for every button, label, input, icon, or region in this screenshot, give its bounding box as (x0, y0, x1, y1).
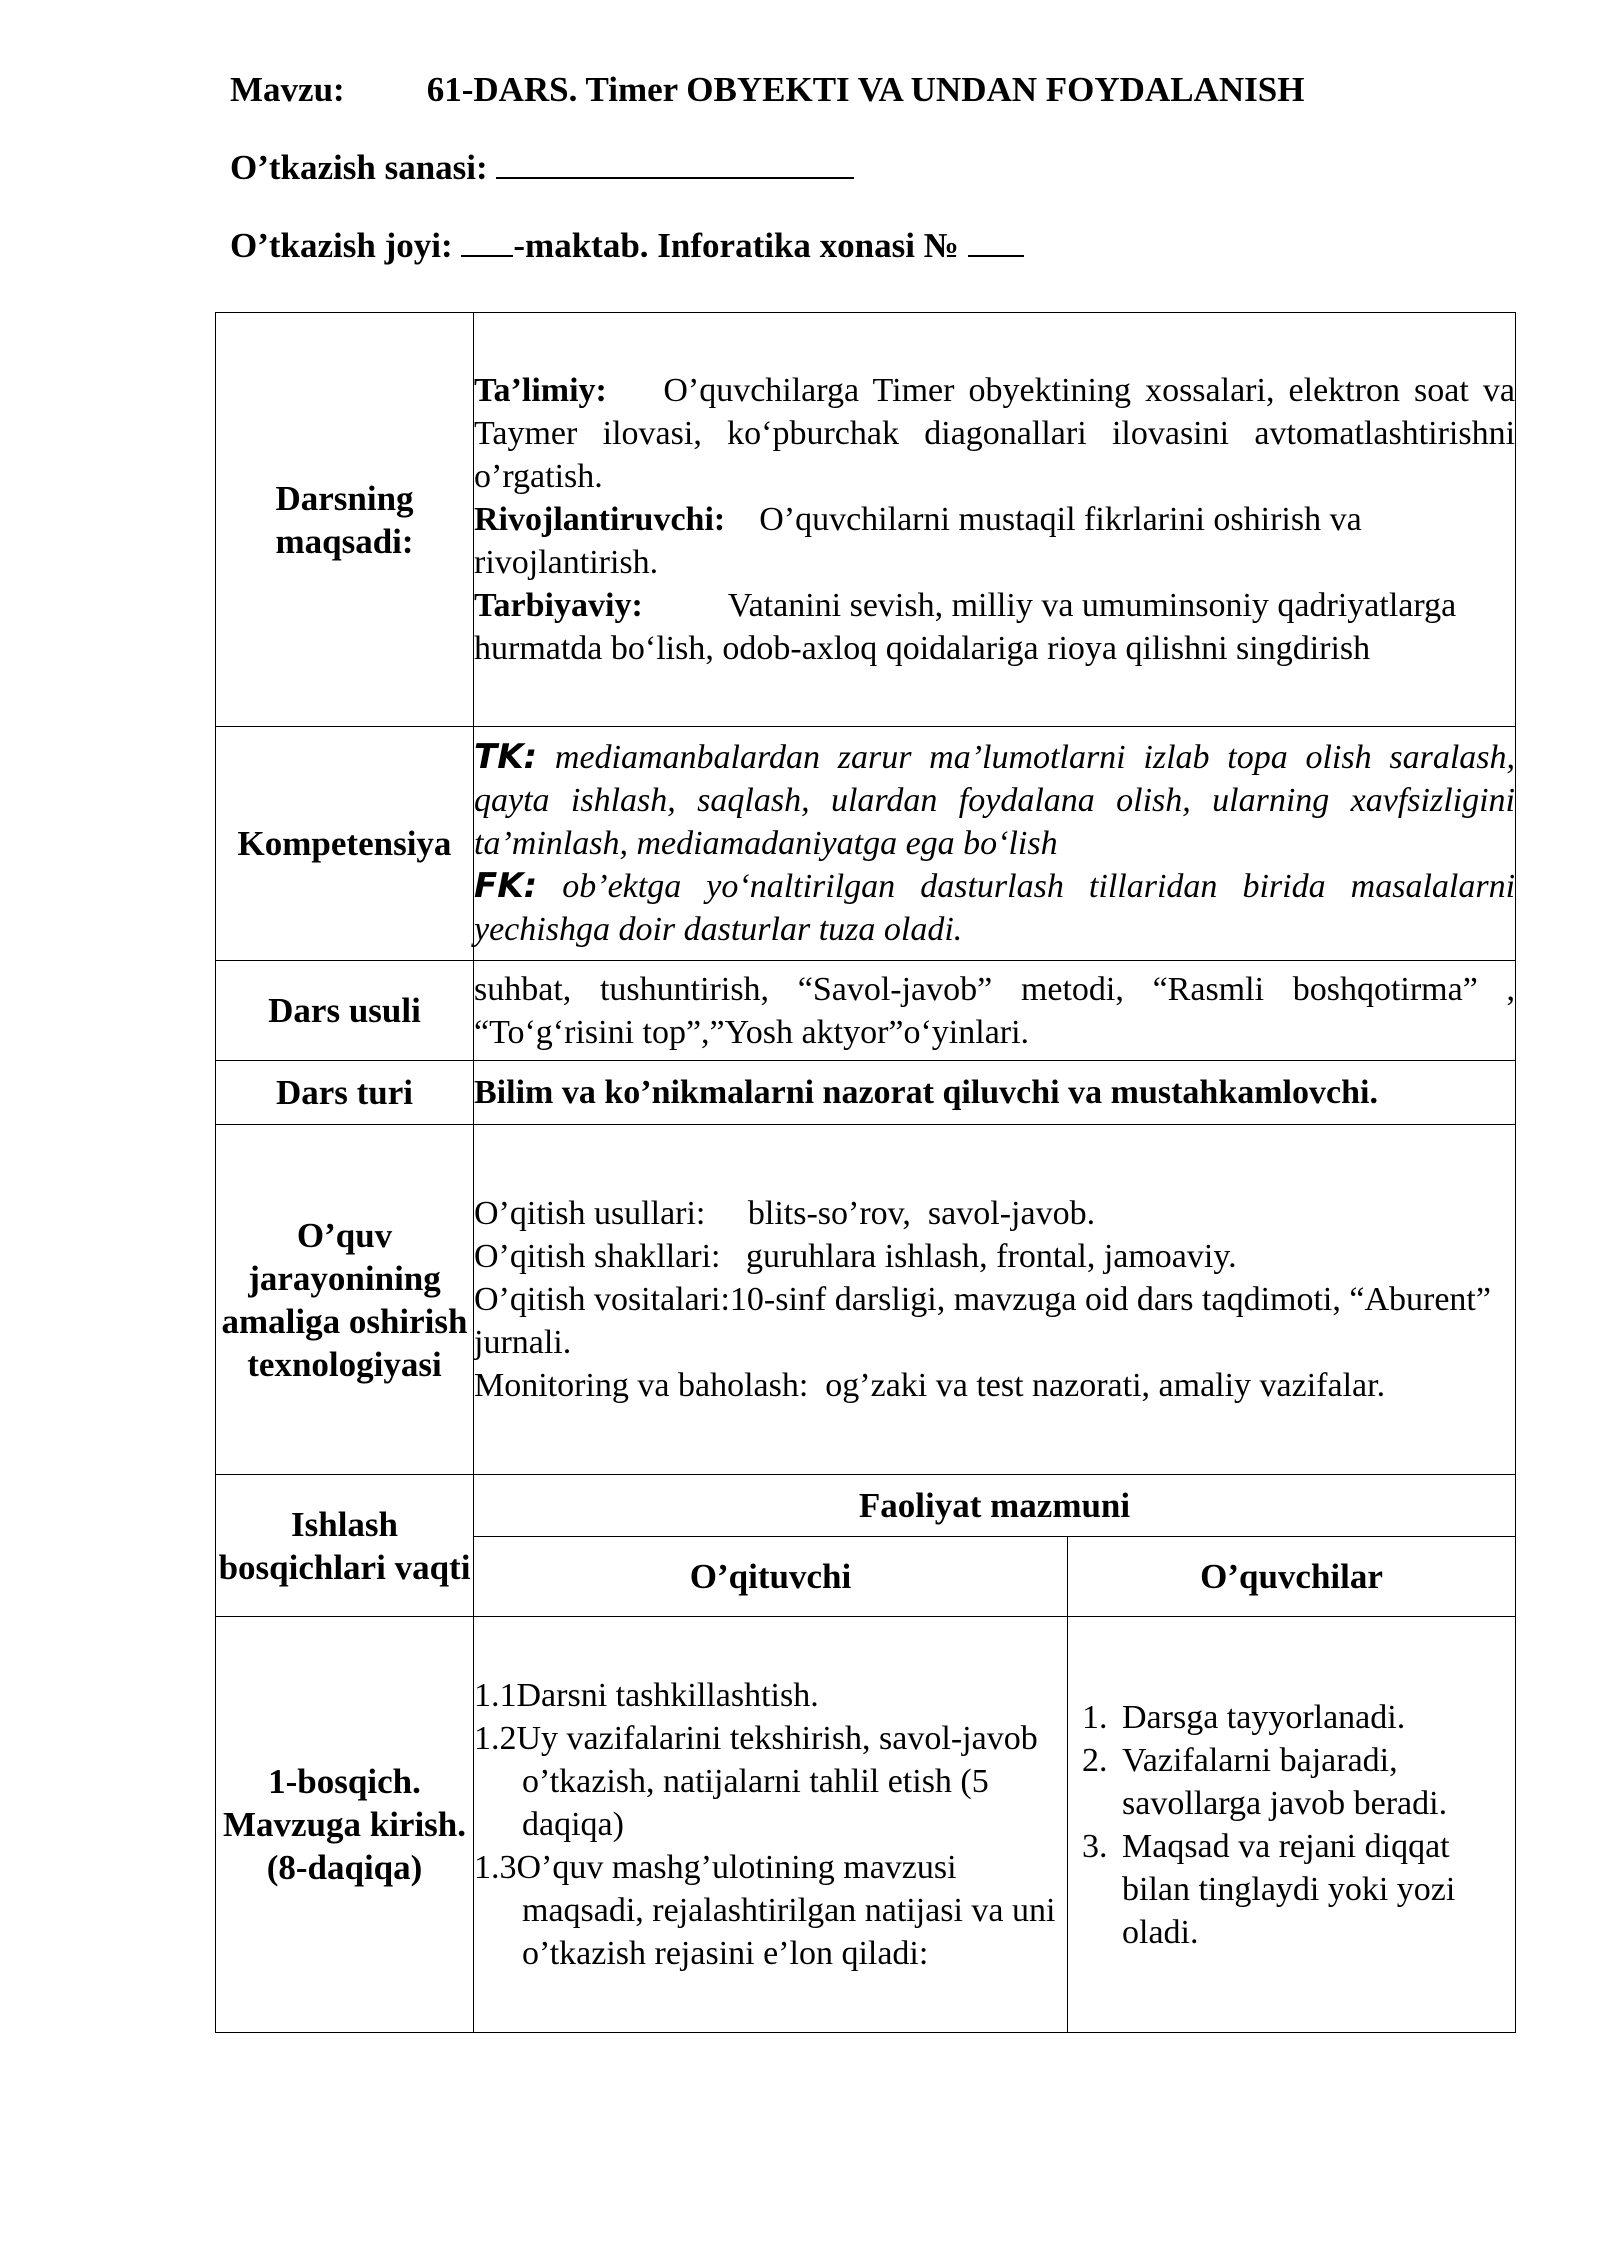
developmental-goal-text: O’quvchilarni mustaqil fikrlarini oshirish va rivojlantirish. (474, 501, 1362, 581)
teacher-step-text: Uy vazifalarini tekshirish, savol-javob o’tkazish, natijalarni tahlil etish (5 daqiqa) (516, 1720, 1038, 1843)
tk-text: mediamanbalardan zarur ma’lumotlarni izlab topa olish saralash, qayta ishlash, saqlash, ulardan foydalana olish, ularning xavfsizligini ta’minlash, mediamadaniyatga ega bo‘lish (474, 739, 1516, 862)
teacher-step (474, 1846, 1067, 1975)
fk-label: FK: (474, 866, 538, 906)
teaching-methods: O’qitish usullari: blits-so’rov, savol-javob. (474, 1195, 1096, 1232)
method-row (216, 961, 1516, 1061)
school-number-blank (461, 225, 513, 257)
developmental-goal (474, 498, 1515, 584)
student-steps (1068, 1696, 1505, 1954)
stage1-row (216, 1617, 1516, 2033)
stage1-label: 1-bosqich. Mavzuga kirish. (8-daqiqa) (216, 1617, 474, 2033)
technology-row (216, 1125, 1516, 1475)
date-line (230, 138, 1304, 216)
student-step: 2. Vazifalarni bajaradi, savollarga javob beradi. (1116, 1739, 1505, 1825)
place-label: O’tkazish joyi: (230, 226, 453, 265)
method-text: suhbat, tushuntirish, “Savol-javob” metodi, “Rasmli boshqotirma” , “To‘g‘risini top”,”Yosh aktyor”o‘yinlari. (474, 961, 1516, 1061)
competence-row (216, 727, 1516, 961)
type-label: Dars turi (216, 1061, 474, 1125)
educational-goal (474, 369, 1515, 498)
students-header: O’quvchilar (1068, 1537, 1516, 1617)
stages-header-row (216, 1475, 1516, 1537)
developmental-goal-label: Rivojlantiruvchi: (474, 501, 726, 538)
teaching-forms: O’qitish shakllari: guruhlara ishlash, frontal, jamoaviy. (474, 1238, 1237, 1275)
lesson-plan-table (215, 312, 1516, 2033)
document-header (230, 60, 1304, 294)
teaching-tools: O’qitish vositalari:10-sinf darsligi, mavzuga oid dars taqdimoti, “Aburent” jurnali. (474, 1281, 1491, 1361)
topic-line (230, 60, 1304, 138)
moral-goal (474, 584, 1515, 670)
type-row (216, 1061, 1516, 1125)
monitoring: Monitoring va baholash: og’zaki va test nazorati, amaliy vazifalar. (474, 1367, 1386, 1404)
goals-row (216, 313, 1516, 727)
competence-content (474, 727, 1516, 961)
teacher-step-text: Darsni tashkillashtish. (516, 1677, 819, 1714)
teacher-step-text: O’quv mashg’ulotining mavzusi maqsadi, rejalashtirilgan natijasi va uni o’tkazish rejasini e’lon qiladi: (516, 1849, 1056, 1972)
competence-label: Kompetensiya (216, 727, 474, 961)
room-number-blank (968, 225, 1024, 257)
technology-content (474, 1125, 1516, 1475)
date-blank (496, 147, 854, 179)
place-text: -maktab. Inforatika xonasi № (513, 226, 959, 265)
tk-competence (474, 736, 1515, 865)
topic-label: Mavzu: (230, 70, 345, 109)
type-text: Bilim va ko’nikmalarni nazorat qiluvchi va mustahkamlovchi. (474, 1061, 1516, 1125)
student-step: 3. Maqsad va rejani diqqat bilan tinglaydi yoki yozi oladi. (1116, 1825, 1505, 1954)
educational-goal-label: Ta’limiy: (474, 372, 607, 409)
activity-header: Faoliyat mazmuni (474, 1475, 1516, 1537)
moral-goal-label: Tarbiyaviy: (474, 587, 643, 624)
stage1-students (1068, 1617, 1516, 2033)
teacher-step (474, 1674, 1067, 1717)
student-step: 1. Darsga tayyorlanadi. (1116, 1696, 1505, 1739)
goals-label: Darsning maqsadi: (216, 313, 474, 727)
tk-label: TK: (474, 737, 538, 777)
place-line (230, 216, 1304, 294)
fk-text: ob’ektga yo‘naltirilgan dasturlash tillaridan birida masalalarni yechishga doir dasturlar tuza oladi. (474, 868, 1516, 948)
moral-goal-text: Vatanini sevish, milliy va umuminsoniy qadriyatlarga hurmatda bo‘lish, odob-axloq qoidalariga rioya qilishni singdirish (474, 587, 1457, 667)
teacher-step (474, 1717, 1067, 1846)
technology-label: O’quv jarayonining amaliga oshirish texnologiyasi (216, 1125, 474, 1475)
teacher-step-number: 1.3 (474, 1849, 517, 1886)
educational-goal-text: O’quvchilarga Timer obyektining xossalari, elektron soat va Taymer ilovasi, ko‘pburchak diagonallari ilovasini avtomatlashtirishni o’rgatish. (474, 372, 1516, 495)
teacher-header: O’qituvchi (474, 1537, 1068, 1617)
goals-content (474, 313, 1516, 727)
teacher-steps (474, 1674, 1067, 1975)
stages-label: Ishlash bosqichlari vaqti (216, 1475, 474, 1617)
stage1-teacher (474, 1617, 1068, 2033)
fk-competence (474, 865, 1515, 951)
teacher-step-number: 1.1 (474, 1677, 517, 1714)
date-label: O’tkazish sanasi: (230, 148, 488, 187)
method-label: Dars usuli (216, 961, 474, 1061)
teacher-step-number: 1.2 (474, 1720, 517, 1757)
topic-value: 61-DARS. Timer OBYEKTI VA UNDAN FOYDALANISH (426, 70, 1305, 109)
